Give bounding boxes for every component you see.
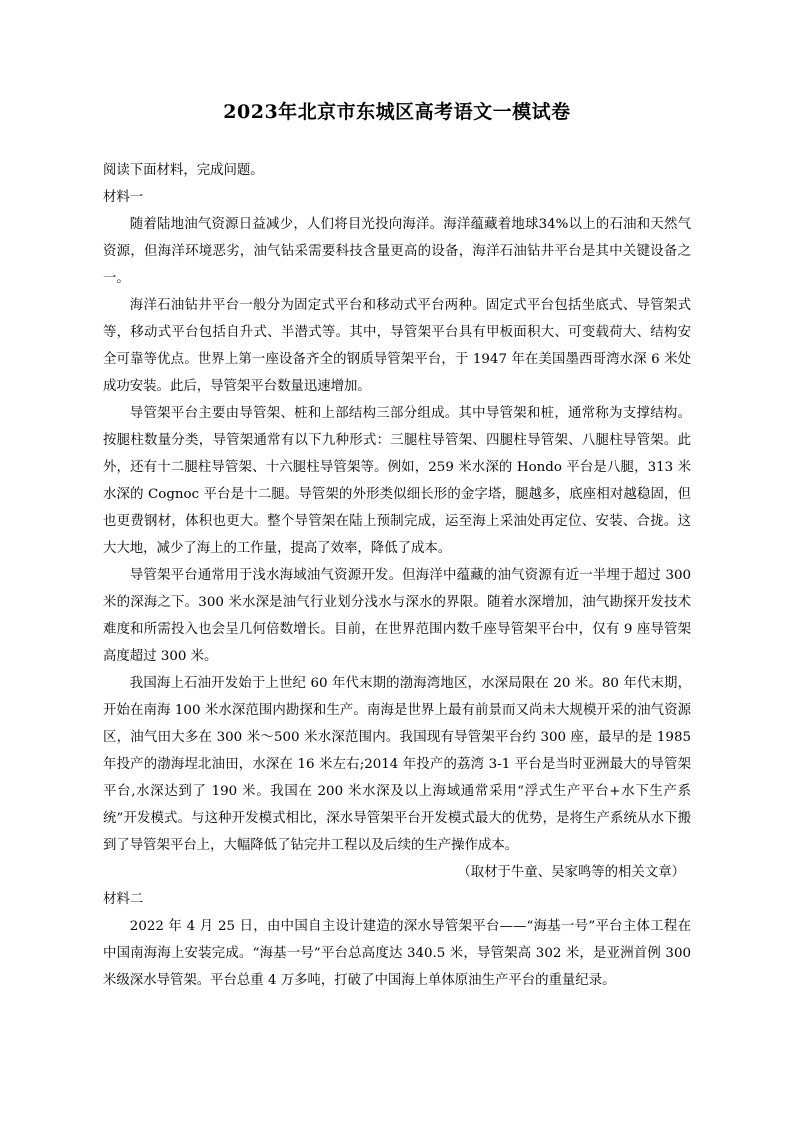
material-one-heading: 材料一 bbox=[103, 190, 144, 205]
material-one-paragraph-1: 随着陆地油气资源日益减少，人们将目光投向海洋。海洋蕴藏着地球34%以上的石油和天然气资源，但海洋环境恶劣，油气钻采需要科技含量更高的设备，海洋石油钻井平台是其中关键设备之一。 bbox=[103, 217, 691, 286]
material-one-paragraph-2: 海洋石油钻井平台一般分为固定式平台和移动式平台两种。固定式平台包括坐底式、导管架式等，移动式平台包括自升式、半潜式等。其中，导管架平台具有甲板面积大、可变载荷大、结构安全可靠等优点。世界上第一座设备齐全的钢质导管架平台，于 1947 年在美国墨西哥湾水深 6 米处成功安装。此后，导管架平台数量迅速增加。 bbox=[103, 298, 691, 394]
material-two-heading: 材料二 bbox=[103, 892, 144, 907]
material-one-source: （取材于牛童、吴家鸣等的相关文章） bbox=[457, 865, 685, 880]
material-one-paragraph-4: 导管架平台通常用于浅水海域油气资源开发。但海洋中蕴藏的油气资源有近一半埋于超过 300 米的深海之下。300 米水深是油气行业划分浅水与深水的界限。随着水深增加，油气勘探开发技术难度和所需投入也会呈几何倍数增长。目前，在世界范围内数千座导管架平台中，仅有 9 座导管架高度超过 300 米。 bbox=[103, 568, 691, 664]
page-title: 2023年北京市东城区高考语文一模试卷 bbox=[223, 101, 571, 123]
material-two-paragraph-1: 2022 年 4 月 25 日，由中国自主设计建造的深水导管架平台——“海基一号”平台主体工程在中国南海海上安装完成。“海基一号”平台总高度达 340.5 米，导管架高 302 米，是亚洲首例 300 米级深水导管架。平台总重 4 万多吨，打破了中国海上单体原油生产平台的重量纪录。 bbox=[103, 919, 691, 988]
material-one-paragraph-5: 我国海上石油开发始于上世纪 60 年代末期的渤海湾地区，水深局限在 20 米。80 年代末期，开始在南海 100 米水深范围内勘探和生产。南海是世界上最有前景而又尚未大规模开采的油气资源区，油气田大多在 300 米～500 米水深范围内。我国现有导管架平台约 300 座，最早的是 1985 年投产的渤海埕北油田，水深在 16 米左右;2014 年投产的荔湾 3-1 平台是当时亚洲最大的导管架平台,水深达到了 190 米。我国在 200 米水深及以上海域通常采用“浮式生产平台+水下生产系统”开发模式。与这种开发模式相比，深水导管架平台开发模式最大的优势，是将生产系统从水下搬到了导管架平台上，大幅降低了钻完井工程以及后续的生产操作成本。 bbox=[103, 676, 691, 853]
material-one-paragraph-3: 导管架平台主要由导管架、桩和上部结构三部分组成。其中导管架和桩，通常称为支撑结构。按腿柱数量分类，导管架通常有以下九种形式：三腿柱导管架、四腿柱导管架、八腿柱导管架。此外，还有十二腿柱导管架、十六腿柱导管架等。例如，259 米水深的 Hondo 平台是八腿，313 米水深的 Cognoc 平台是十二腿。导管架的外形类似细长形的金字塔，腿越多，底座相对越稳固，但也更费钢材，体积也更大。整个导管架在陆上预制完成，运至海上采油处再定位、安装、合拢。这大大地，减少了海上的工作量，提高了效率，降低了成本。 bbox=[103, 406, 691, 556]
instruction-text: 阅读下面材料，完成问题。 bbox=[103, 163, 264, 178]
exam-content bbox=[103, 157, 691, 994]
